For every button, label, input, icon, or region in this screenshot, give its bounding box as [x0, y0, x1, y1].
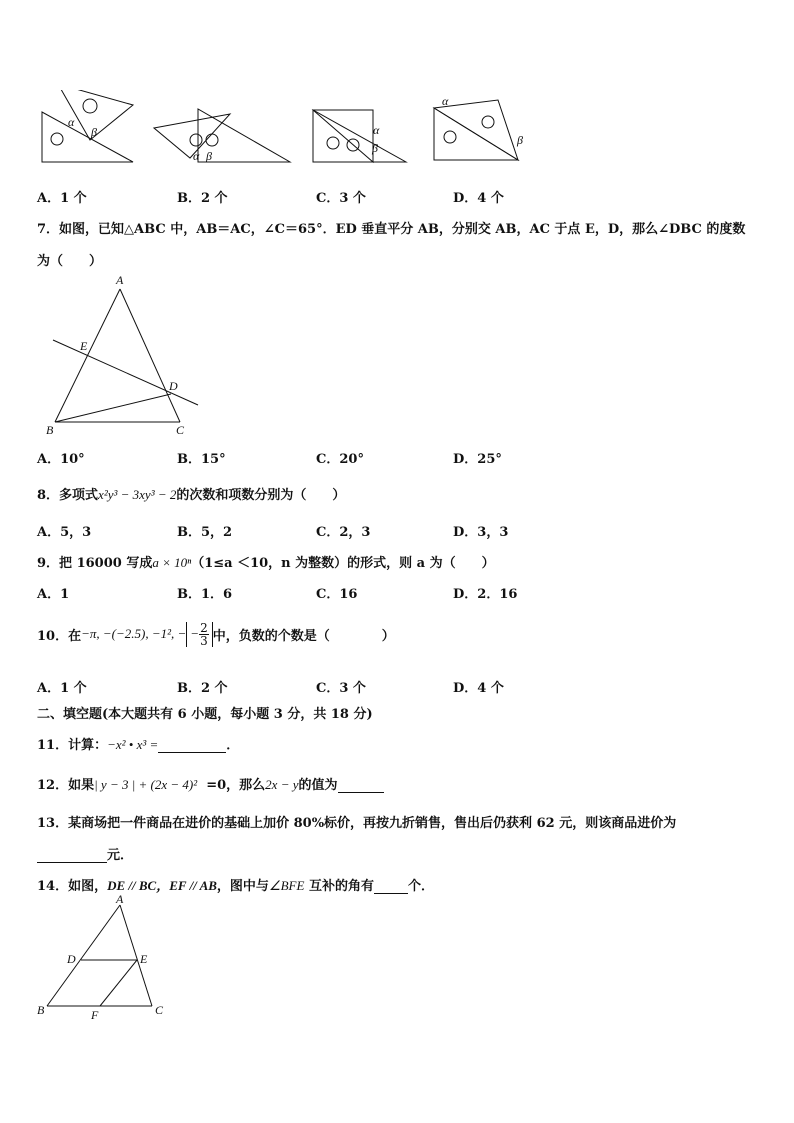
- q6-option-d: D．4 个: [453, 191, 504, 206]
- q10-option-d: D．4 个: [453, 681, 504, 696]
- q14-condition: DE // BC，EF // AB: [107, 878, 217, 893]
- q7-option-a: A．10°: [37, 452, 85, 467]
- q7-label-c: C: [176, 423, 185, 437]
- q14-angle: ∠BFE: [268, 878, 305, 893]
- q8-prefix: 8．多项式: [37, 488, 99, 503]
- q14-stem: [37, 875, 434, 894]
- q7-stem-line1: 7．如图，已知△ABC 中，AB＝AC，∠C＝65°．ED 垂直平分 AB，分别交 AB，AC 于点 E，D，那么∠DBC 的度数: [37, 222, 746, 237]
- q10-fraction: [199, 622, 209, 647]
- q8-option-b: B．5，2: [177, 525, 233, 540]
- q9-option-a: A．1: [37, 587, 70, 602]
- q7-label-a: A: [116, 273, 124, 287]
- q14-mid: ，图中与: [216, 879, 269, 894]
- q13-suffix: 元．: [107, 848, 134, 863]
- q9-option-d: D．2．16: [453, 587, 518, 602]
- q10-option-a: A．1 个: [37, 681, 87, 696]
- q8-stem: [37, 484, 345, 503]
- q6-option-b: B．2 个: [177, 191, 228, 206]
- q14-label-d: D: [67, 952, 76, 966]
- q10-stem: [37, 617, 395, 651]
- q12-answer-blank[interactable]: [338, 777, 384, 793]
- q6-fig1-alpha: α: [68, 115, 75, 129]
- q14-label-a: A: [116, 893, 124, 906]
- q6-fig4-alpha: α: [442, 94, 449, 108]
- q14-label-c: C: [155, 1003, 164, 1017]
- q6-fig3-beta: β: [372, 141, 378, 155]
- q6-figure-1: [42, 90, 133, 162]
- q10-prefix: 10．在: [37, 628, 82, 644]
- q9-option-c: C．16: [316, 587, 358, 602]
- q11-expression: −x² • x³ =: [107, 737, 159, 752]
- q10-option-b: B．2 个: [177, 681, 228, 696]
- q9-prefix: 9．把 16000 写成: [37, 556, 153, 571]
- q7-stem-line2: 为（ ）: [37, 254, 103, 269]
- q11-stem: [37, 734, 239, 753]
- q10-expression: −π, −(−2.5), −1², −: [81, 626, 187, 641]
- q11-answer-blank[interactable]: [158, 737, 226, 753]
- q6-figure-2: [154, 109, 290, 162]
- q9-suffix: （1≤a ＜10，n 为整数）的形式，则 a 为（ ）: [191, 556, 495, 571]
- q8-suffix: 的次数和项数分别为（ ）: [176, 488, 346, 503]
- q12-expression-2: 2x − y: [265, 777, 299, 792]
- q12-stem: [37, 774, 384, 793]
- q10-frac-den: 3: [200, 633, 208, 648]
- q12-mid: =0，那么: [206, 778, 266, 793]
- q14-prefix: 14．如图，: [37, 879, 108, 894]
- q11-suffix: ．: [226, 738, 240, 753]
- q6-fig2-alpha: α: [193, 149, 200, 163]
- q6-figures: [30, 90, 550, 170]
- q8-option-c: C．2，3: [316, 525, 371, 540]
- q10-option-c: C．3 个: [316, 681, 366, 696]
- q10-absolute-value: − $\frac{2}{3}$: [186, 622, 212, 647]
- q14-suffix: 个．: [407, 879, 434, 894]
- section-2-heading: 二、填空题(本大题共有 6 小题，每小题 3 分，共 18 分): [37, 707, 373, 722]
- q7-figure: [35, 272, 215, 442]
- q7-option-d: D．25°: [453, 452, 502, 467]
- q12-prefix: 12．如果: [37, 778, 95, 793]
- q6-fig4-beta: β: [517, 133, 523, 147]
- q13-line2: [37, 844, 133, 863]
- q7-label-d: D: [169, 379, 178, 393]
- q7-label-e: E: [80, 339, 88, 353]
- q14-label-e: E: [140, 952, 148, 966]
- q10-suffix: 中，负数的个数是（ ）: [212, 628, 395, 644]
- q12-expression-1: | y − 3 | + (2x − 4)²: [94, 777, 198, 792]
- q13-answer-blank[interactable]: [37, 847, 107, 863]
- q8-option-a: A．5，3: [37, 525, 92, 540]
- q14-label-b: B: [37, 1003, 45, 1017]
- q14-mid2: 互补的角有: [308, 879, 374, 894]
- q14-label-f: F: [91, 1008, 99, 1022]
- q9-option-b: B．1．6: [177, 587, 233, 602]
- q9-stem: [37, 552, 495, 571]
- q6-fig2-beta: β: [206, 149, 212, 163]
- q14-figure: [30, 893, 180, 1023]
- q6-figure-4: [434, 100, 518, 160]
- q6-fig1-beta: β: [91, 125, 97, 139]
- q7-option-c: C．20°: [316, 452, 364, 467]
- q7-label-b: B: [46, 423, 54, 437]
- q8-option-d: D．3，3: [453, 525, 509, 540]
- q7-option-b: B．15°: [177, 452, 226, 467]
- q6-fig3-alpha: α: [373, 123, 380, 137]
- q13-line1: 13．某商场把一件商品在进价的基础上加价 80%标价，再按九折销售，售出后仍获利 62 元，则该商品进价为: [37, 816, 677, 831]
- q11-prefix: 11．计算：: [37, 738, 108, 753]
- q10-frac-num: 2: [200, 620, 208, 635]
- q6-option-a: A．1 个: [37, 191, 87, 206]
- q9-expression: a × 10ⁿ: [152, 555, 192, 570]
- q6-figure-3: [313, 110, 406, 162]
- q12-suffix: 的值为: [298, 778, 338, 793]
- q8-expression: x²y³ − 3xy³ − 2: [98, 487, 177, 502]
- q14-answer-blank[interactable]: [374, 878, 408, 894]
- q6-option-c: C．3 个: [316, 191, 366, 206]
